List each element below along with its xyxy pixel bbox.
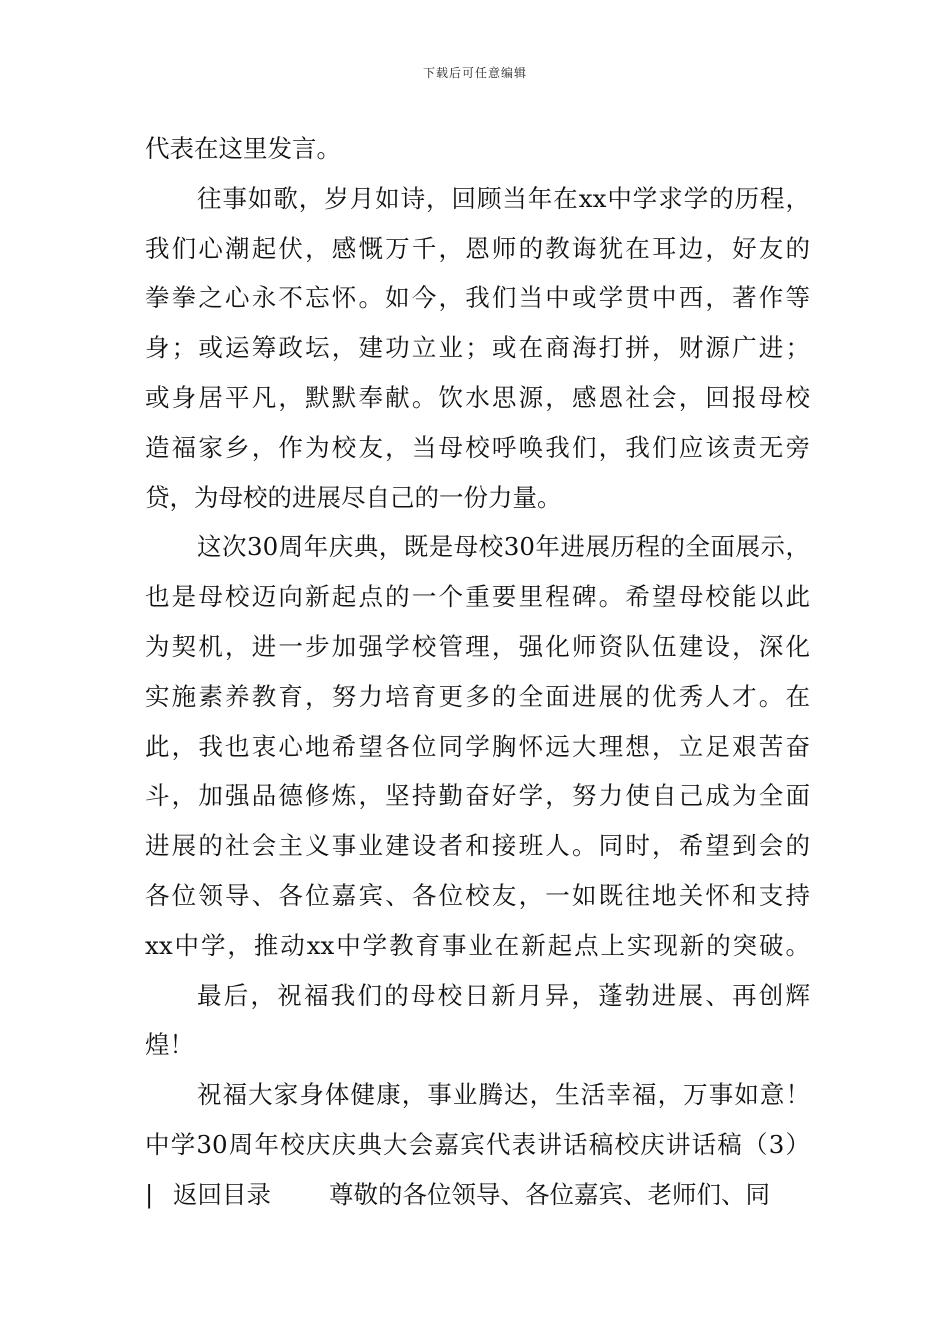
back-to-toc-link[interactable]: 返回目录 bbox=[173, 1179, 271, 1209]
toc-separator: | bbox=[145, 1179, 154, 1209]
text-line: 我们心潮起伏，感慨万千，恩师的教诲犹在耳边，好友的 bbox=[145, 233, 810, 263]
text-line: 造福家乡，作为校友，当母校呼唤我们，我们应该责无旁 bbox=[145, 432, 810, 462]
text-line: 或身居平凡，默默奉献。饮水思源，感恩社会，回报母校 bbox=[145, 382, 810, 412]
text-line: 最后，祝福我们的母校日新月异，蓬勃进展、再创辉 bbox=[197, 980, 810, 1010]
text-line: 进展的社会主义事业建设者和接班人。同时，希望到会的 bbox=[145, 831, 810, 861]
text-line: 中学30周年校庆庆典大会嘉宾代表讲话稿校庆讲话稿（3） bbox=[145, 1129, 810, 1159]
text-line: 此，我也衷心地希望各位同学胸怀远大理想，立足艰苦奋 bbox=[145, 731, 810, 761]
text-line: 代表在这里发言。 bbox=[145, 134, 341, 163]
text-line: xx中学，推动xx中学教育事业在新起点上实现新的突破。 bbox=[145, 930, 810, 960]
text-line: 拳拳之心永不忘怀。如今，我们当中或学贯中西，著作等 bbox=[145, 283, 810, 313]
text-line: 这次30周年庆典，既是母校30年进展历程的全面展示， bbox=[197, 532, 810, 562]
paragraph-lines bbox=[145, 124, 810, 1170]
text-line: 祝福大家身体健康，事业腾达，生活幸福，万事如意！ bbox=[197, 1080, 810, 1110]
toc-line-text: 尊敬的各位领导、各位嘉宾、老师们、同 bbox=[329, 1179, 770, 1209]
toc-line bbox=[145, 1170, 810, 1220]
page-header: 下载后可任意编辑 bbox=[422, 66, 527, 80]
document-body bbox=[145, 124, 810, 1220]
text-line: 身；或运筹政坛，建功立业；或在商海打拼，财源广进； bbox=[145, 333, 810, 363]
text-line: 煌！ bbox=[145, 1030, 194, 1060]
text-line: 为契机，进一步加强学校管理，强化师资队伍建设，深化 bbox=[145, 631, 810, 661]
text-line: 也是母校迈向新起点的一个重要里程碑。希望母校能以此 bbox=[145, 582, 810, 612]
text-line: 斗，加强品德修炼，坚持勤奋好学，努力使自己成为全面 bbox=[145, 781, 810, 811]
text-line: 贷，为母校的进展尽自己的一份力量。 bbox=[145, 482, 562, 512]
text-line: 往事如歌，岁月如诗，回顾当年在xx中学求学的历程， bbox=[197, 183, 810, 213]
text-line: 实施素养教育，努力培育更多的全面进展的优秀人才。在 bbox=[145, 681, 810, 711]
text-line: 各位领导、各位嘉宾、各位校友，一如既往地关怀和支持 bbox=[145, 880, 810, 910]
